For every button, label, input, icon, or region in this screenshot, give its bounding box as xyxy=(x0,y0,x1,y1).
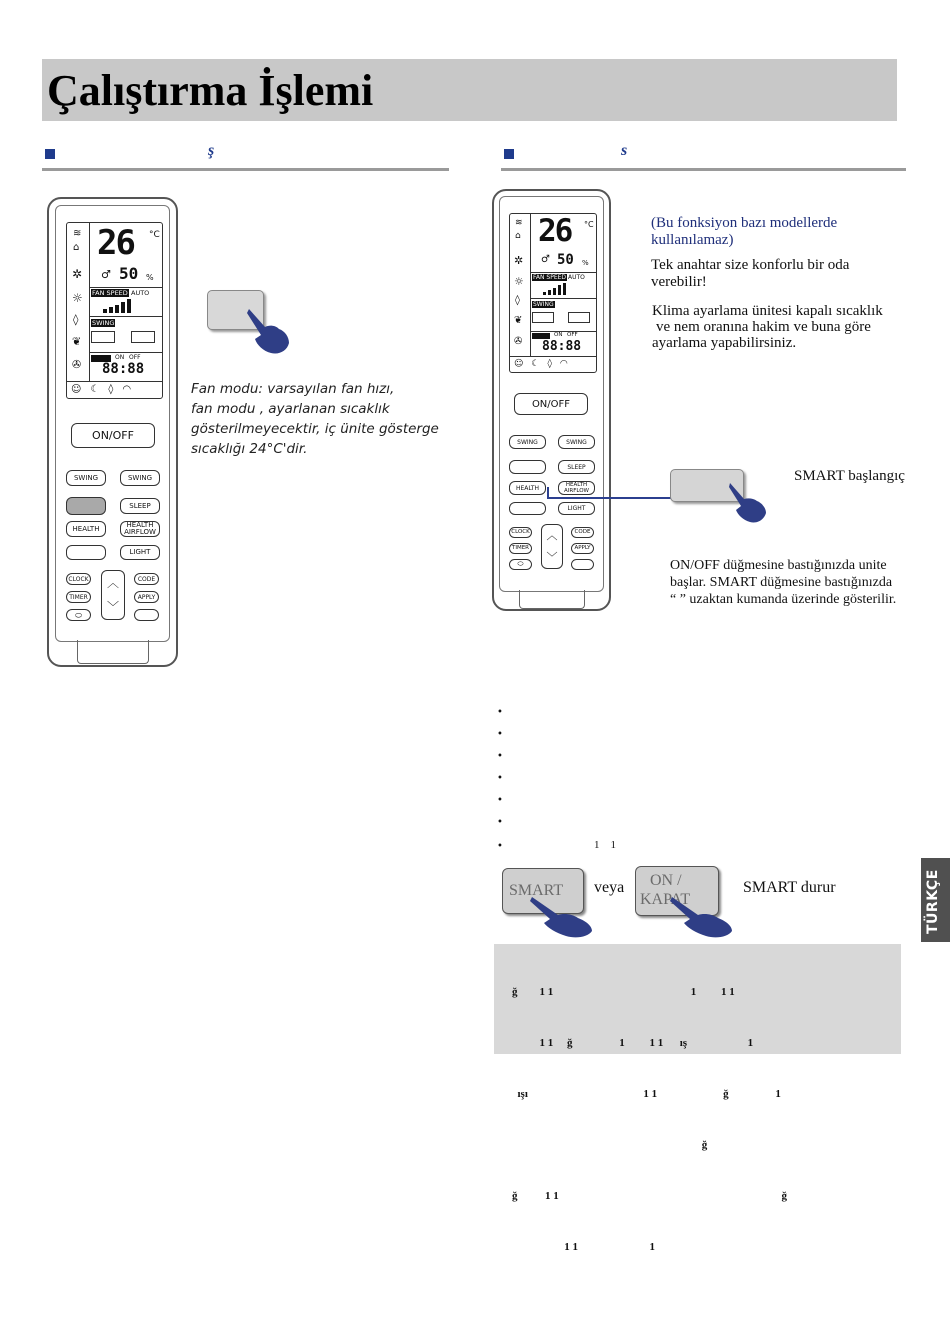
humidity-icon: ♂ xyxy=(541,254,550,265)
page-title: Çalıştırma İşlemi xyxy=(47,66,374,115)
lock-icon: ⌂ xyxy=(515,231,521,241)
smart-button-highlighted[interactable] xyxy=(66,497,106,515)
humidity-icon: ♂ xyxy=(101,268,111,281)
temp-up-down-button[interactable] xyxy=(101,570,125,620)
health-airflow-button[interactable]: HEALTH AIRFLOW xyxy=(558,481,595,495)
remote-control-right xyxy=(492,189,611,611)
sleep-button[interactable]: SLEEP xyxy=(120,498,160,514)
pressing-hand-icon xyxy=(245,305,293,355)
warning-note-box: ğ 1 1 1 1 1 1 1 ğ 1 1 1 ış 1 ışı 1 1 ğ 1 ğ ğ 1 1 ğ 1 1 1 xyxy=(494,944,901,1054)
lcd-on-label: ON xyxy=(115,354,125,361)
swing-vertical-button[interactable]: SWING xyxy=(66,470,106,486)
lcd-fan-speed-label: FAN SPEED xyxy=(92,289,128,297)
health-button[interactable]: HEALTH xyxy=(509,481,546,495)
lcd-swing-label: SWING xyxy=(533,301,554,308)
health-mode-icon: ❦ xyxy=(72,335,82,348)
swing-horizontal-button[interactable]: SWING xyxy=(558,435,595,449)
health-airflow-button[interactable]: HEALTH AIRFLOW xyxy=(120,521,160,537)
lcd-off-label: OFF xyxy=(567,332,578,338)
smart-stops-label: SMART durur xyxy=(743,879,836,896)
climate-note: Klima ayarlama ünitesi kapalı sıcaklık ve nem oranına hakim ve buna göre ayarlama yapabilirsiniz. xyxy=(652,303,883,351)
lcd-auto-label: AUTO xyxy=(568,274,585,281)
fan-mode-note: Fan modu: varsayılan fan hızı, fan modu , ayarlanan sıcaklık gösterilmeyecektir, iç ünite gösterge sıcaklığı 24°C'dir. xyxy=(191,381,439,457)
light-button[interactable]: LIGHT xyxy=(558,502,595,515)
code-button[interactable]: CODE xyxy=(134,573,159,585)
clock-button[interactable]: CLOCK xyxy=(66,573,91,585)
language-tab: TÜRKÇE xyxy=(921,858,950,942)
lcd-temp-unit: °C xyxy=(584,220,594,229)
timer-button[interactable]: TIMER xyxy=(509,543,532,554)
wifi-icon: ≋ xyxy=(515,218,523,228)
smart-start-label: SMART başlangıç xyxy=(794,468,905,484)
blank-button-2[interactable] xyxy=(571,559,594,570)
lcd-humidity-unit: % xyxy=(146,273,154,282)
bullet-dot: • xyxy=(497,707,503,718)
or-word: veya xyxy=(594,879,625,896)
chevron-down-icon: ﹀ xyxy=(546,550,558,564)
heat-mode-icon: ☼ xyxy=(514,275,524,288)
cool-mode-icon: ✲ xyxy=(514,254,524,267)
lcd-swing-label: SWING xyxy=(92,319,115,327)
fan-speed-bars-icon xyxy=(543,283,581,295)
smart-button[interactable] xyxy=(509,460,546,474)
remote-control-left xyxy=(47,197,178,667)
connector-line xyxy=(547,497,672,499)
bullet-square-icon xyxy=(45,149,55,159)
lcd-clock: 88:88 xyxy=(542,339,582,354)
apply-button[interactable]: APPLY xyxy=(571,543,594,554)
pressing-hand-icon xyxy=(668,893,738,939)
remote-lcd-display xyxy=(509,213,597,373)
lcd-clock: 88:88 xyxy=(102,361,145,377)
lock-icon: ⌂ xyxy=(73,242,80,253)
left-section-heading xyxy=(42,144,449,171)
lcd-humidity-unit: % xyxy=(582,259,589,267)
wifi-icon: ≋ xyxy=(73,228,82,239)
blank-button-2[interactable] xyxy=(134,609,159,621)
smart-button-illustration: SMART xyxy=(502,868,584,914)
onoff-note: ON/OFF düğmesine bastığınızda unite başlar. SMART düğmesine bastığınızda “ ” uzaktan kumanda üzerinde gösterilir. xyxy=(670,558,897,607)
on-off-button[interactable]: ON/OFF xyxy=(514,393,588,415)
apply-button[interactable]: APPLY xyxy=(134,591,159,603)
right-section-heading xyxy=(501,144,906,171)
fan-mode-icon: ✇ xyxy=(514,336,523,347)
lcd-humidity: 50 xyxy=(557,252,574,268)
swing-auto-icon xyxy=(91,331,115,343)
bullet-dot: • xyxy=(497,841,503,852)
models-note: (Bu fonksiyon bazı modellerde kullanılamaz) xyxy=(651,215,838,248)
swing-auto-icon-2 xyxy=(131,331,155,343)
right-heading-text: s xyxy=(621,142,628,159)
sleep-button[interactable]: SLEEP xyxy=(558,460,595,474)
bullet-dot: • xyxy=(497,729,503,740)
bullet-fragment: 1 1 xyxy=(594,839,616,851)
bullet-dot: • xyxy=(497,817,503,828)
timer-button[interactable]: TIMER xyxy=(66,591,91,603)
left-heading-text: ş xyxy=(208,142,215,159)
lcd-temp-unit: °C xyxy=(149,230,160,240)
dry-mode-icon: ◊ xyxy=(515,295,520,306)
enter-button[interactable]: ⬭ xyxy=(509,559,532,570)
temp-up-down-button[interactable] xyxy=(541,524,563,569)
pressing-hand-icon xyxy=(727,480,769,524)
swing-horizontal-button[interactable]: SWING xyxy=(120,470,160,486)
pressing-hand-icon xyxy=(528,893,600,939)
on-off-button-illustration: ON / KAPAT xyxy=(635,866,719,916)
chevron-down-icon: ﹀ xyxy=(106,599,119,614)
enter-button[interactable]: ⬭ xyxy=(66,609,91,621)
battery-cover xyxy=(519,590,585,609)
bullet-dot: • xyxy=(497,773,503,784)
blank-button[interactable] xyxy=(66,545,106,560)
bullet-square-icon xyxy=(504,149,514,159)
swing-auto-icon-2 xyxy=(568,312,590,323)
chevron-up-icon: ︿ xyxy=(106,575,119,590)
code-button[interactable]: CODE xyxy=(571,527,594,538)
lcd-off-label: OFF xyxy=(129,354,141,361)
clock-button[interactable]: CLOCK xyxy=(509,527,532,538)
health-mode-icon: ❦ xyxy=(514,315,523,326)
fan-speed-bars-icon xyxy=(103,299,145,313)
title-bar xyxy=(42,59,897,121)
blank-button[interactable] xyxy=(509,502,546,515)
bullet-dot: • xyxy=(497,751,503,762)
comfort-note: Tek anahtar size konforlu bir oda verebilir! xyxy=(651,257,850,290)
on-off-button[interactable]: ON/OFF xyxy=(71,423,155,448)
lcd-temperature: 26 xyxy=(97,223,134,263)
lcd-auto-label: AUTO xyxy=(131,289,150,297)
swing-auto-icon xyxy=(532,312,554,323)
lcd-humidity: 50 xyxy=(119,264,139,283)
swing-vertical-button[interactable]: SWING xyxy=(509,435,546,449)
chevron-up-icon: ︿ xyxy=(546,529,558,543)
dry-mode-icon: ◊ xyxy=(73,313,79,326)
remote-lcd-display xyxy=(66,222,163,399)
light-button[interactable]: LIGHT xyxy=(120,545,160,560)
lcd-bottom-icons: ☺☾◊◠ xyxy=(71,384,141,395)
heat-mode-icon: ☼ xyxy=(72,291,83,305)
health-button[interactable]: HEALTH xyxy=(66,521,106,537)
fan-mode-icon: ✇ xyxy=(72,358,82,371)
lcd-fan-speed-label: FAN SPEED xyxy=(533,274,567,281)
lcd-bottom-icons: ☺☾◊◠ xyxy=(514,359,576,369)
battery-cover xyxy=(77,640,149,664)
bullet-dot: • xyxy=(497,795,503,806)
lcd-temperature: 26 xyxy=(538,213,572,249)
cool-mode-icon: ✲ xyxy=(72,267,83,281)
lcd-on-label: ON xyxy=(554,332,563,338)
